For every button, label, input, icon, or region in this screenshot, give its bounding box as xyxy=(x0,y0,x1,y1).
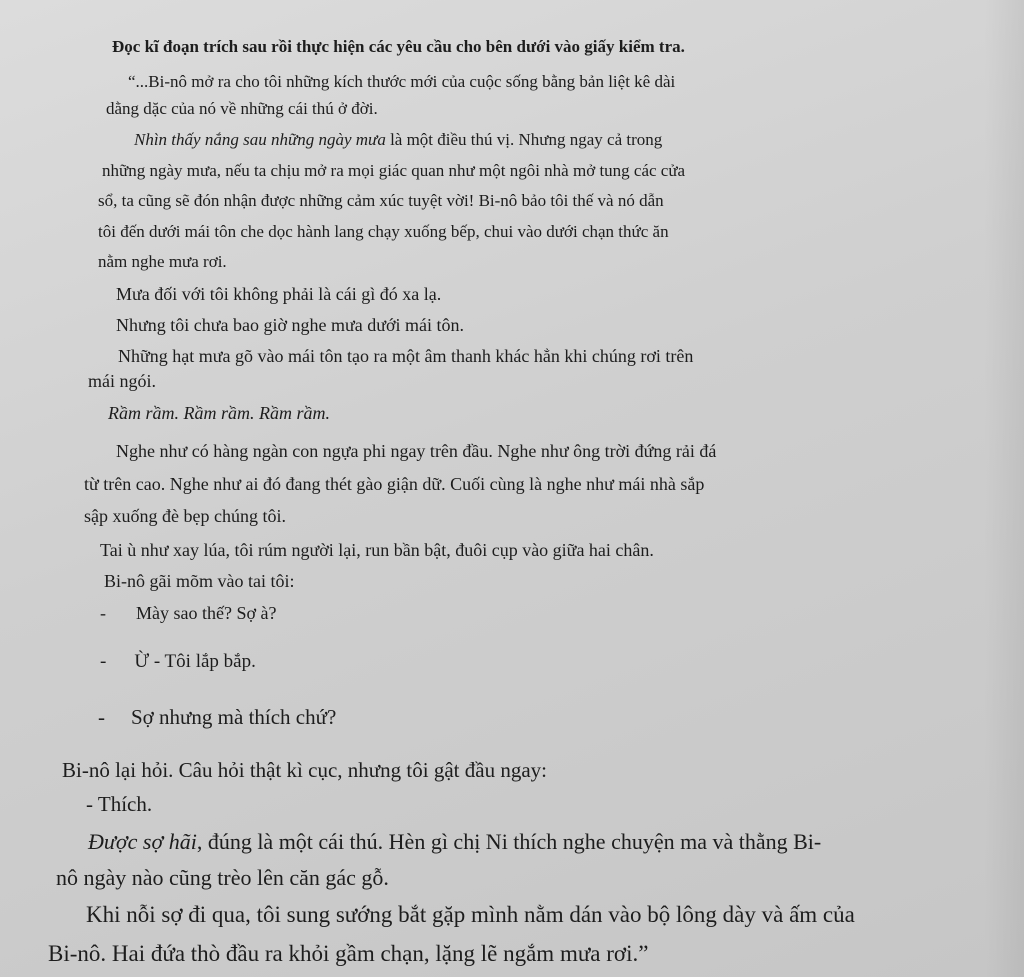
excerpt-line: mái ngói. xyxy=(88,371,156,391)
dialogue-text: Ừ - Tôi lắp bắp. xyxy=(134,651,256,672)
italic-phrase: Được sợ hãi xyxy=(88,829,197,854)
excerpt-line: sập xuống đè bẹp chúng tôi. xyxy=(84,506,286,526)
dialogue-text: Sợ nhưng mà thích chứ? xyxy=(131,705,337,729)
dialogue-text: Mày sao thế? Sợ à? xyxy=(136,603,277,623)
excerpt-line: sổ, ta cũng sẽ đón nhận được những cảm xúc tuyệt vời! Bi-nô bảo tôi thế và nó dẫn xyxy=(98,191,664,210)
dialogue-line xyxy=(98,707,336,728)
page-shadow xyxy=(984,0,1024,977)
excerpt-line: từ trên cao. Nghe như ai đó đang thét gào giận dữ. Cuối cùng là nghe như mái nhà sắp xyxy=(84,474,705,494)
excerpt-line: Bi-nô gãi mõm vào tai tôi: xyxy=(104,571,295,591)
excerpt-line: - Thích. xyxy=(86,792,153,816)
dialogue-line xyxy=(100,604,276,622)
dialogue-dash: - xyxy=(100,651,107,672)
text-span: là một điều thú vị. Nhưng ngay cả trong xyxy=(385,130,663,149)
excerpt-line: dằng dặc của nó về những cái thú ở đời. xyxy=(106,99,378,118)
excerpt-line: Nhưng tôi chưa bao giờ nghe mưa dưới mái tôn. xyxy=(116,315,465,335)
onomatopoeia-line: Rầm rầm. Rầm rầm. Rầm rầm. xyxy=(108,403,330,423)
dialogue-line xyxy=(100,652,256,671)
dialogue-dash: - xyxy=(98,705,105,729)
excerpt-line: nằm nghe mưa rơi. xyxy=(98,252,227,271)
dialogue-dash: - xyxy=(100,603,106,623)
excerpt-line: Bi-nô lại hỏi. Câu hỏi thật kì cục, nhưng tôi gật đầu ngay: xyxy=(62,758,547,782)
excerpt-line: Khi nỗi sợ đi qua, tôi sung sướng bắt gặp mình nằm dán vào bộ lông dày và ấm của xyxy=(86,902,855,927)
excerpt-line: những ngày mưa, nếu ta chịu mở ra mọi giác quan như một ngôi nhà mở tung các cửa xyxy=(102,161,686,180)
excerpt-line: tôi đến dưới mái tôn che dọc hành lang chạy xuống bếp, chui vào dưới chạn thức ăn xyxy=(98,222,669,241)
excerpt-line: Bi-nô. Hai đứa thò đầu ra khỏi gầm chạn, lặng lẽ ngắm mưa rơi.” xyxy=(48,941,649,966)
excerpt-line: Mưa đối với tôi không phải là cái gì đó xa lạ. xyxy=(116,284,442,304)
excerpt-line xyxy=(134,131,662,148)
excerpt-line: “...Bi-nô mở ra cho tôi những kích thước mới của cuộc sống bằng bản liệt kê dài xyxy=(128,72,676,91)
text-span: , đúng là một cái thú. Hèn gì chị Ni thích nghe chuyện ma và thằng Bi- xyxy=(196,829,822,854)
excerpt-line: Nghe như có hàng ngàn con ngựa phi ngay trên đầu. Nghe như ông trời đứng rải đá xyxy=(116,441,717,461)
excerpt-line: Những hạt mưa gõ vào mái tôn tạo ra một âm thanh khác hẳn khi chúng rơi trên xyxy=(118,346,694,366)
excerpt-line: Tai ù như xay lúa, tôi rúm người lại, run bần bật, đuôi cụp vào giữa hai chân. xyxy=(100,540,654,560)
heading: Đọc kĩ đoạn trích sau rồi thực hiện các yêu cầu cho bên dưới vào giấy kiểm tra. xyxy=(112,37,685,56)
excerpt-line: nô ngày nào cũng trèo lên căn gác gỗ. xyxy=(56,865,389,890)
excerpt-line xyxy=(88,831,821,853)
italic-phrase: Nhìn thấy nắng sau những ngày mưa xyxy=(134,130,386,149)
